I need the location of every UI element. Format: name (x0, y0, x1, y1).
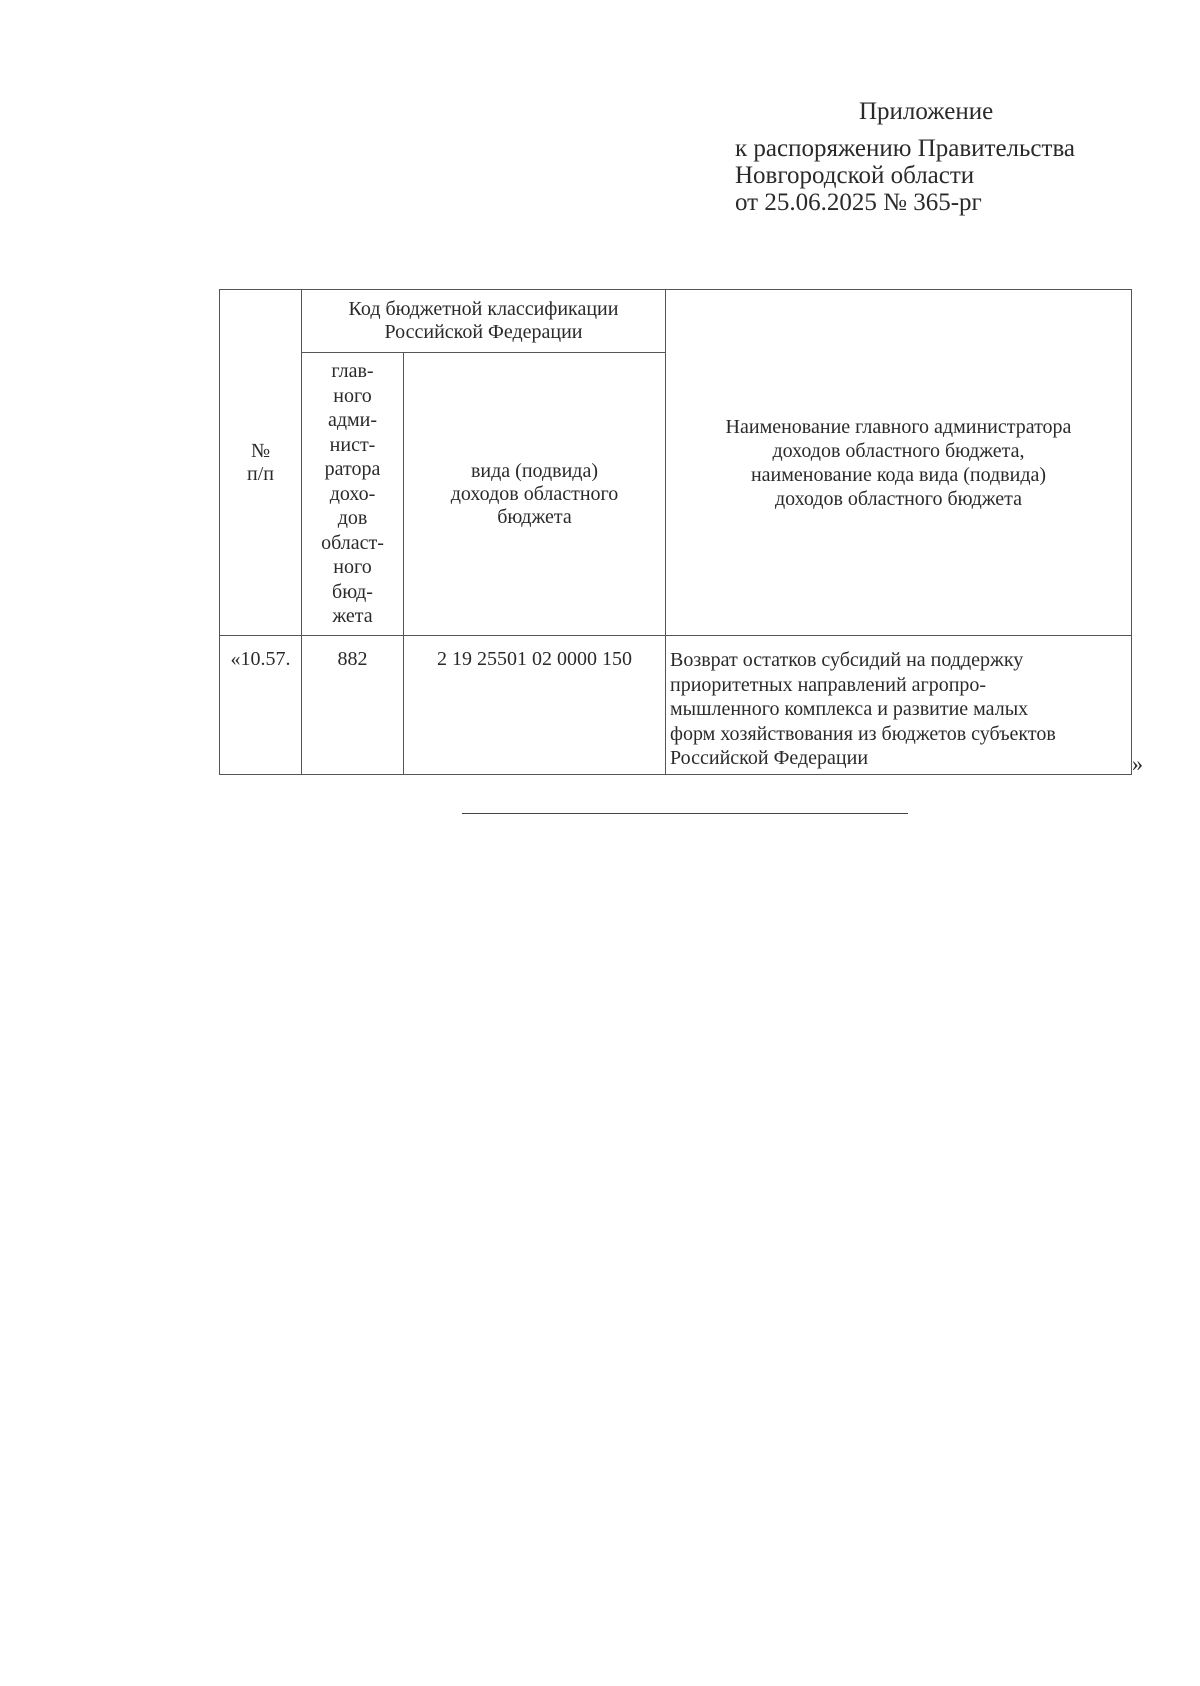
row-number: «10.57. (220, 636, 302, 775)
header-admin-line: ного (333, 556, 372, 579)
row-name-line-2: приоритетных направлений агропро- (670, 673, 987, 696)
header-kbk-cell (302, 290, 666, 353)
header-vid-line-3: бюджета (497, 505, 572, 528)
appendix-title: Приложение (859, 98, 994, 125)
header-number-line-2: п/п (247, 462, 274, 485)
row-name (666, 636, 1132, 775)
header-kbk-line-2: Российской Федерации (384, 321, 583, 343)
budget-classification-table (219, 289, 1132, 775)
header-number-cell (220, 290, 302, 636)
row-name-line-5: Российской Федерации (670, 747, 869, 769)
table-row (220, 636, 1132, 775)
row-name-line-3: мышленного комплекса и развитие малых (670, 698, 1029, 720)
header-admin-line: бюд- (332, 580, 373, 603)
row-name-line-4: форм хозяйствования из бюджетов субъектов (670, 722, 1056, 745)
appendix-header (735, 98, 1135, 216)
header-name-line-1: Наименование главного администратора (725, 415, 1072, 438)
header-admin-line: глав- (331, 360, 374, 383)
header-admin-cell (302, 353, 404, 636)
header-admin-line: нист- (329, 433, 376, 456)
appendix-line-2: Новгородской области (735, 162, 975, 189)
header-vid-line-1: вида (подвида) (470, 459, 599, 482)
header-admin-line: ного (333, 384, 372, 407)
header-name-line-4: доходов областного бюджета (774, 487, 1023, 510)
header-name-cell (666, 290, 1132, 636)
table-header-row-1 (220, 290, 1132, 353)
appendix-line-1: к распоряжению Правительства (735, 135, 1076, 162)
appendix-line-3: от 25.06.2025 № 365-рг (735, 189, 982, 216)
header-admin-line: дохо- (329, 482, 376, 505)
header-vid-cell (404, 353, 666, 636)
header-admin-line: адми- (327, 409, 378, 432)
header-admin-line: ратора (324, 458, 381, 481)
bottom-divider-line (462, 813, 908, 814)
header-kbk-line-1: Код бюджетной классификации (348, 298, 619, 320)
header-number-line-1: № (250, 439, 271, 462)
row-vid-code: 2 19 25501 02 0000 150 (404, 636, 666, 775)
row-admin-code: 882 (302, 636, 404, 775)
header-admin-line: жета (332, 605, 373, 628)
header-admin-line: дов (337, 507, 368, 530)
header-name-line-3: наименование кода вида (подвида) (750, 463, 1047, 486)
header-name-line-2: доходов областного бюджета, (772, 439, 1025, 462)
header-admin-line: област- (321, 531, 384, 554)
header-vid-line-2: доходов областного (450, 482, 619, 505)
row-name-line-1: Возврат остатков субсидий на поддержку (670, 649, 1024, 671)
closing-quote: » (1132, 751, 1143, 776)
